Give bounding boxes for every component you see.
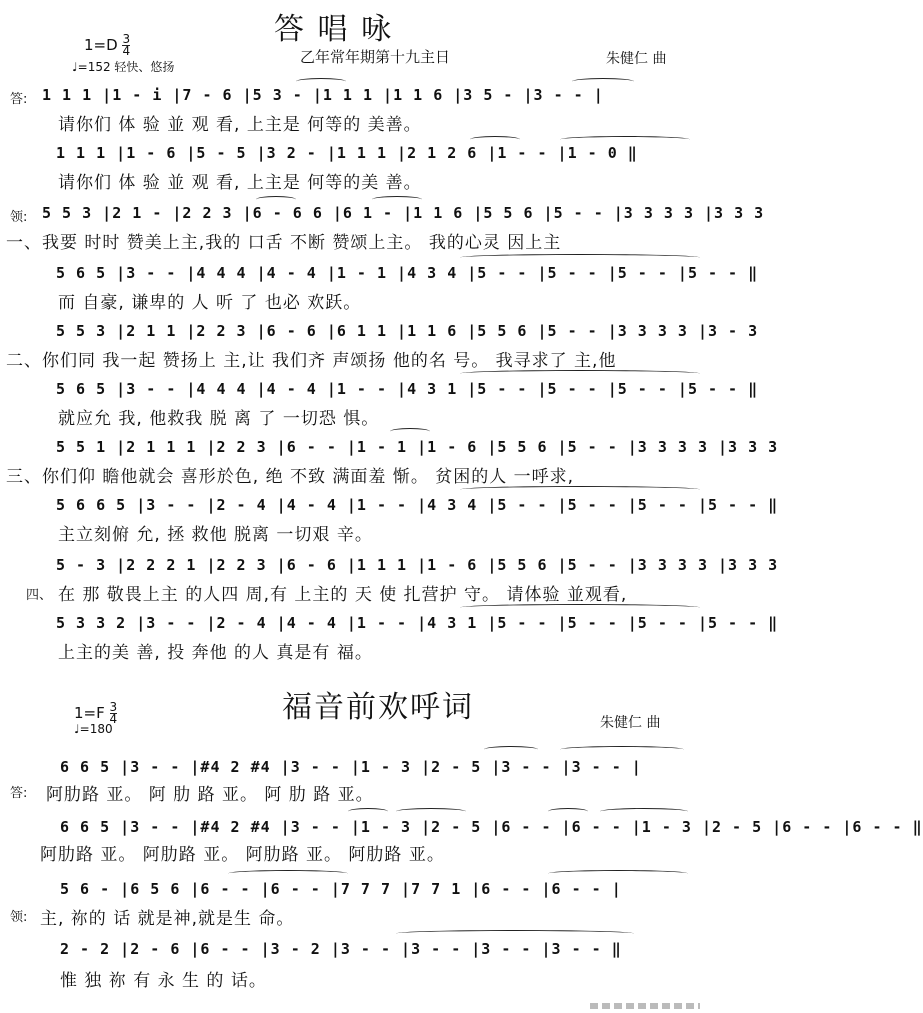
lyric-line: 请你们 体 验 並 观 看, 上主是 何等的美 善。	[58, 173, 422, 193]
slur-mark	[296, 78, 346, 85]
slur-mark	[460, 370, 700, 377]
lyric-line: 就应允 我, 他救我 脱 离 了 一切恐 惧。	[58, 409, 380, 429]
slur-mark	[470, 136, 520, 143]
lyric-line: 上主的美 善, 投 奔他 的人 真是有 福。	[58, 643, 373, 663]
slur-mark	[372, 196, 422, 203]
slur-mark	[228, 870, 348, 877]
lyric-line: 主立刻俯 允, 拯 救他 脱离 一切艰 辛。	[58, 525, 373, 545]
slur-mark	[560, 746, 684, 753]
slur-mark	[256, 196, 296, 203]
slur-mark	[348, 808, 388, 815]
role-label: 领:	[10, 210, 28, 225]
notation-line: 5 5 3 |2 1 1 |2 2 3 |6 - 6 |6 1 1 |1 1 6 |5 5 6 |5 - - |3 3 3 3 |3 - 3	[56, 322, 759, 340]
slur-mark	[460, 486, 700, 493]
tempo-marking: ♩=180	[74, 722, 113, 736]
notation-line: 5 6 6 5 |3 - - |2 - 4 |4 - 4 |1 - - |4 3 4 |5 - - |5 - - |5 - - |5 - - ‖	[56, 496, 779, 514]
slur-mark	[548, 808, 588, 815]
time-signature: $\frac{3}{4}$	[122, 32, 131, 58]
key-signature: $1=F \frac{3}{4}$	[74, 700, 118, 726]
tempo-marking: ♩=152 轻快、悠扬	[72, 60, 175, 74]
notation-line: 6 6 5 |3 - - |#4 2 #4 |3 - - |1 - 3 |2 - 5 |3 - - |3 - - |	[60, 758, 642, 776]
notation-line: 5 6 5 |3 - - |4 4 4 |4 - 4 |1 - 1 |4 3 4 |5 - - |5 - - |5 - - |5 - - ‖	[56, 264, 759, 282]
notation-line: 5 6 - |6 5 6 |6 - - |6 - - |7 7 7 |7 7 1 |6 - - |6 - - |	[60, 880, 622, 898]
slur-mark	[484, 746, 538, 753]
slur-mark	[460, 604, 700, 611]
role-label: 四、	[26, 588, 53, 603]
role-label: 答:	[10, 786, 28, 801]
composer-credit: 朱健仁 曲	[600, 715, 661, 731]
lyric-line: 主, 祢的 话 就是神,就是生 命。	[40, 909, 295, 929]
lyric-line: 在 那 敬畏上主 的人四 周,有 上主的 天 使 扎营护 守。 请体验 並观看,	[58, 585, 628, 605]
notation-line: 2 - 2 |2 - 6 |6 - - |3 - 2 |3 - - |3 - - |3 - - |3 - - ‖	[60, 940, 622, 958]
song-title: 答 唱 咏	[274, 12, 394, 47]
notation-line: 5 3 3 2 |3 - - |2 - 4 |4 - 4 |1 - - |4 3 1 |5 - - |5 - - |5 - - |5 - - ‖	[56, 614, 779, 632]
lyric-line: 惟 独 祢 有 永 生 的 话。	[60, 971, 267, 991]
notation-line: 5 5 3 |2 1 - |2 2 3 |6 - 6 6 |6 1 - |1 1 6 |5 5 6 |5 - - |3 3 3 3 |3 3 3	[42, 204, 765, 222]
lyric-line: 二、你们同 我一起 赞扬上 主,让 我们齐 声颂扬 他的名 号。 我寻求了 主,他	[6, 351, 617, 371]
composer-credit: 朱健仁 曲	[606, 51, 667, 67]
song-subtitle: 乙年常年期第十九主日	[300, 48, 451, 66]
watermark-strip	[590, 1003, 700, 1009]
lyric-line: 阿肋路 亚。 阿肋路 亚。 阿肋路 亚。 阿肋路 亚。	[40, 845, 445, 865]
role-label: 领:	[10, 910, 28, 925]
slur-mark	[460, 254, 700, 261]
slur-mark	[396, 930, 634, 937]
slur-mark	[396, 808, 466, 815]
notation-line: 6 6 5 |3 - - |#4 2 #4 |3 - - |1 - 3 |2 - 5 |6 - - |6 - - |1 - 3 |2 - 5 |6 - - |6 - - ‖	[60, 818, 923, 836]
lyric-line: 请你们 体 验 並 观 看, 上主是 何等的 美善。	[58, 115, 422, 135]
song-title: 福音前欢呼词	[282, 690, 474, 725]
key-signature: $1=D \frac{3}{4}$	[84, 32, 131, 58]
lyric-line: 而 自豪, 谦卑的 人 听 了 也必 欢跃。	[58, 293, 362, 313]
slur-mark	[600, 808, 688, 815]
notation-line: 5 6 5 |3 - - |4 4 4 |4 - 4 |1 - - |4 3 1 |5 - - |5 - - |5 - - |5 - - ‖	[56, 380, 759, 398]
slur-mark	[390, 428, 430, 435]
slur-mark	[560, 136, 690, 143]
notation-line: 1 1 1 |1 - i |7 - 6 |5 3 - |1 1 1 |1 1 6 |3 5 - |3 - - |	[42, 86, 604, 104]
time-signature: $\frac{3}{4}$	[109, 700, 118, 726]
notation-line: 5 5 1 |2 1 1 1 |2 2 3 |6 - - |1 - 1 |1 - 6 |5 5 6 |5 - - |3 3 3 3 |3 3 3	[56, 438, 779, 456]
lyric-line: 三、你们仰 瞻他就会 喜形於色, 绝 不致 满面羞 惭。 贫困的人 一呼求,	[6, 467, 575, 487]
slur-mark	[572, 78, 634, 85]
notation-line: 1 1 1 |1 - 6 |5 - 5 |3 2 - |1 1 1 |2 1 2 6 |1 - - |1 - 0 ‖	[56, 144, 638, 162]
lyric-line: 一、我要 时时 赞美上主,我的 口舌 不断 赞颂上主。 我的心灵 因上主	[6, 233, 562, 253]
slur-mark	[548, 870, 688, 877]
lyric-line: 阿肋路 亚。 阿 肋 路 亚。 阿 肋 路 亚。	[46, 785, 374, 805]
role-label: 答:	[10, 92, 28, 107]
notation-line: 5 - 3 |2 2 2 1 |2 2 3 |6 - 6 |1 1 1 |1 - 6 |5 5 6 |5 - - |3 3 3 3 |3 3 3	[56, 556, 779, 574]
